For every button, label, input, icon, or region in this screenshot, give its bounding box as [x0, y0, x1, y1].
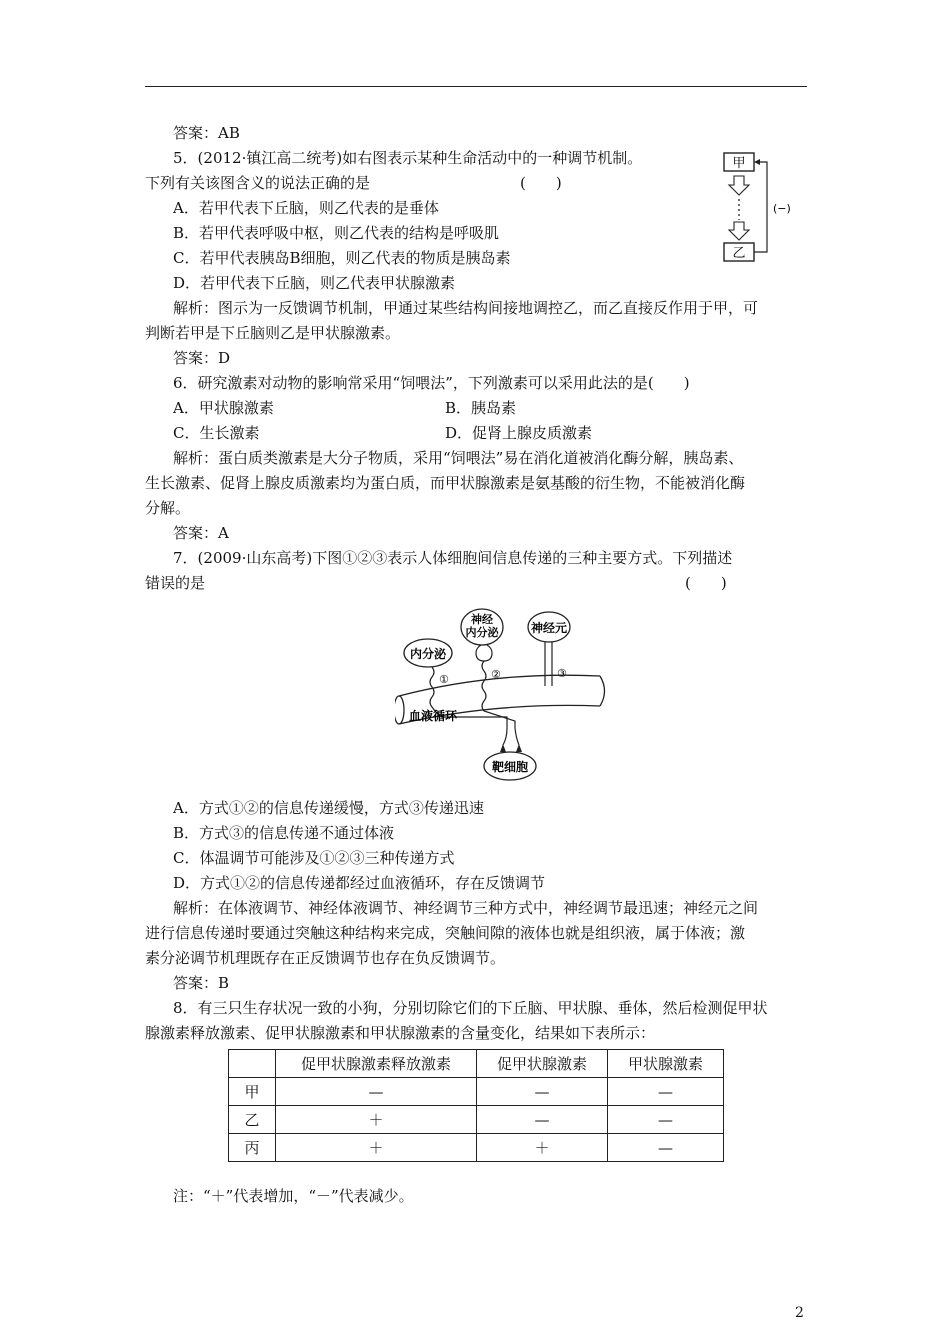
box-jia-label: 甲 — [732, 156, 746, 171]
vessel-left-end — [395, 696, 404, 724]
table-header-row — [229, 1050, 724, 1078]
q7-analysis-cont1: 进行信息传递时要通过突触这种结构来完成，突触间隙的液体也就是组织液，属于体液；激 — [145, 924, 746, 942]
neuro-axon-bulb — [476, 645, 492, 661]
marker-3: ③ — [557, 667, 567, 680]
table-cell: 乙 — [229, 1106, 276, 1134]
q7-stem-cont: 错误的是 ( ) — [145, 574, 727, 592]
q5-analysis-cont: 判断若甲是下丘脑则乙是甲状腺激素。 — [145, 324, 401, 342]
results-table — [228, 1049, 724, 1162]
neuron-label: 神经元 — [530, 621, 568, 635]
table-cell: ＋ — [276, 1106, 477, 1134]
table-row — [229, 1078, 724, 1106]
q6-option-c: C．生长激素 — [173, 424, 260, 442]
q5-option-d: D．若甲代表下丘脑，则乙代表甲状腺激素 — [173, 274, 456, 292]
q6-stem: 6．研究激素对动物的影响常采用“饲喂法”，下列激素可以采用此法的是( ) — [173, 374, 690, 392]
answer-6: 答案：A — [173, 524, 229, 542]
table-cell: — — [608, 1106, 724, 1134]
marker-1: ① — [439, 673, 449, 686]
table-note: 注：“＋”代表增加，“－”代表减少。 — [173, 1187, 414, 1205]
header-rule — [145, 86, 807, 87]
target-label: 靶细胞 — [491, 760, 529, 774]
feedback-diagram — [720, 150, 810, 265]
neuro-label-line2: 内分泌 — [465, 626, 499, 639]
table-cell: — — [276, 1078, 477, 1106]
q5-option-a: A．若甲代表下丘脑，则乙代表的是垂体 — [173, 199, 439, 217]
table-cell: ＋ — [477, 1134, 608, 1162]
q7-option-c: C．体温调节可能涉及①②③三种传递方式 — [173, 849, 455, 867]
q7-analysis-cont2: 素分泌调节机理既存在正反馈调节也存在负反馈调节。 — [145, 949, 506, 967]
q6-option-b: B．胰岛素 — [445, 399, 517, 417]
q5-stem: 5．(2012·镇江高二统考)如右图表示某种生命活动中的一种调节机制。 — [173, 149, 643, 167]
q7-option-d: D．方式①②的信息传递都经过血液循环，存在反馈调节 — [173, 874, 546, 892]
table-row — [229, 1134, 724, 1162]
q6-option-d: D．促肾上腺皮质激素 — [445, 424, 593, 442]
neuro-label-line1: 神经 — [471, 613, 493, 626]
answer-5: 答案：D — [173, 349, 231, 367]
q6-option-a: A．甲状腺激素 — [173, 399, 274, 417]
table-cell: 甲 — [229, 1078, 276, 1106]
table-row — [229, 1106, 724, 1134]
q7-stem: 7．(2009·山东高考)下图①②③表示人体细胞间信息传递的三种主要方式。下列描述 — [173, 549, 733, 567]
q8-stem: 8．有三只生存状况一致的小狗，分别切除它们的下丘脑、甲状腺、垂体，然后检测促甲状 — [173, 999, 768, 1017]
table-cell: — — [608, 1134, 724, 1162]
q5-option-b: B．若甲代表呼吸中枢，则乙代表的结构是呼吸肌 — [173, 224, 500, 242]
q7-option-a: A．方式①②的信息传递缓慢，方式③传递迅速 — [173, 799, 484, 817]
q6-analysis-cont2: 分解。 — [145, 499, 191, 517]
feedback-line — [754, 162, 767, 252]
q6-analysis: 解析：蛋白质类激素是大分子物质，采用“饲喂法”易在消化道被消化酶分解，胰岛素、 — [173, 449, 744, 467]
feedback-arrowhead — [754, 159, 760, 165]
arrowhead-2 — [516, 744, 522, 752]
q5-stem-cont: 下列有关该图含义的说法正确的是 ( ) — [145, 174, 562, 192]
box-yi-label: 乙 — [732, 246, 746, 261]
page-number: 2 — [795, 1305, 804, 1321]
answer-7: 答案：B — [173, 974, 230, 992]
table-cell: 丙 — [229, 1134, 276, 1162]
q5-analysis: 解析：图示为一反馈调节机制，甲通过某些结构间接地调控乙，而乙直接反作用于甲，可 — [173, 299, 759, 317]
signaling-diagram — [395, 603, 615, 783]
table-header-cell — [229, 1050, 276, 1078]
table-header-cell: 促甲状腺激素 — [477, 1050, 608, 1078]
q7-analysis: 解析：在体液调节、神经体液调节、神经调节三种方式中，神经调节最迅速；神经元之间 — [173, 899, 759, 917]
q7-option-b: B．方式③的信息传递不通过体液 — [173, 824, 395, 842]
arrowhead-1 — [500, 744, 506, 752]
q6-analysis-cont1: 生长激素、促肾上腺皮质激素均为蛋白质，而甲状腺激素是氨基酸的衍生物，不能被消化酶 — [145, 474, 746, 492]
hollow-arrow-bottom — [729, 222, 749, 240]
q5-option-c: C．若甲代表胰岛B细胞，则乙代表的物质是胰岛素 — [173, 249, 511, 267]
hollow-arrow-top — [729, 176, 749, 195]
feedback-sign: (−) — [773, 202, 791, 215]
table-cell: — — [608, 1078, 724, 1106]
marker-2: ② — [491, 668, 501, 681]
table-header-cell: 甲状腺激素 — [608, 1050, 724, 1078]
table-cell: — — [477, 1106, 608, 1134]
table-cell: — — [477, 1078, 608, 1106]
q8-stem-cont: 腺激素释放激素、促甲状腺激素和甲状腺激素的含量变化，结果如下表所示： — [145, 1024, 656, 1042]
endocrine-label: 内分泌 — [409, 647, 447, 661]
blood-label: 血液循环 — [408, 709, 458, 723]
table-header-cell: 促甲状腺激素释放激素 — [276, 1050, 477, 1078]
vessel-right-end — [600, 676, 605, 706]
table-cell: ＋ — [276, 1134, 477, 1162]
answer-4: 答案：AB — [173, 124, 240, 142]
